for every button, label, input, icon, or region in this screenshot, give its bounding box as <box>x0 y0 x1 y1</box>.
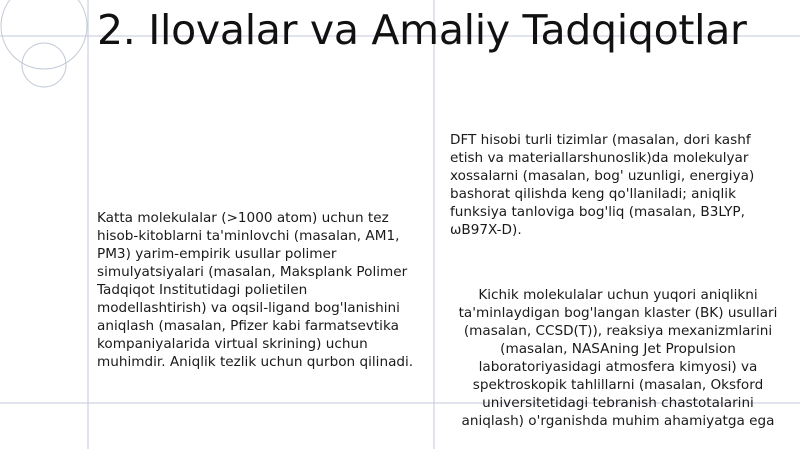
dft-paragraph: DFT hisobi turli tizimlar (masalan, dori kashf etish va materiallarshunoslik)da molekulyar xossalarni (masalan, bog' uzunligi, energiya) bashorat qilishda keng qo'llaniladi; aniqlik funksiya tanloviga bog'liq (masalan, B3LYP, ωB97X-D). <box>450 132 755 238</box>
decor-circle <box>22 43 66 87</box>
coupled-cluster-paragraph: Kichik molekulalar uchun yuqori aniqlikni ta'minlaydigan bog'langan klaster (BK) usullari (masalan, CCSD(T)), reaksiya mexanizmlarini (masalan, NASAning Jet Propulsion laboratoriyasidagi atmosfera kimyosi) va spektroskopik tahlillarni (masalan, Oksford universitetidagi tebranish chastotalarini aniqlash) o'rganishda muhim ahamiyatga ega <box>458 287 778 429</box>
decor-circle <box>1 0 87 69</box>
slide-title: 2. Ilovalar va Amaliy Tadqiqotlar <box>97 6 747 54</box>
semiempirical-paragraph: Katta molekulalar (>1000 atom) uchun tez hisob-kitoblarni ta'minlovchi (masalan, AM1, PM3) yarim-empirik usullar polimer simulyatsiyalari (masalan, Maksplank Polimer Tadqiqot Institutidagi polietilen modellashtirish) va oqsil-ligand bog'lanishini aniqlash (masalan, Pfizer kabi farmatsevtika kompaniyalarida virtual skrining) uchun muhimdir. Aniqlik tezlik uchun qurbon qilinadi. <box>97 210 414 370</box>
